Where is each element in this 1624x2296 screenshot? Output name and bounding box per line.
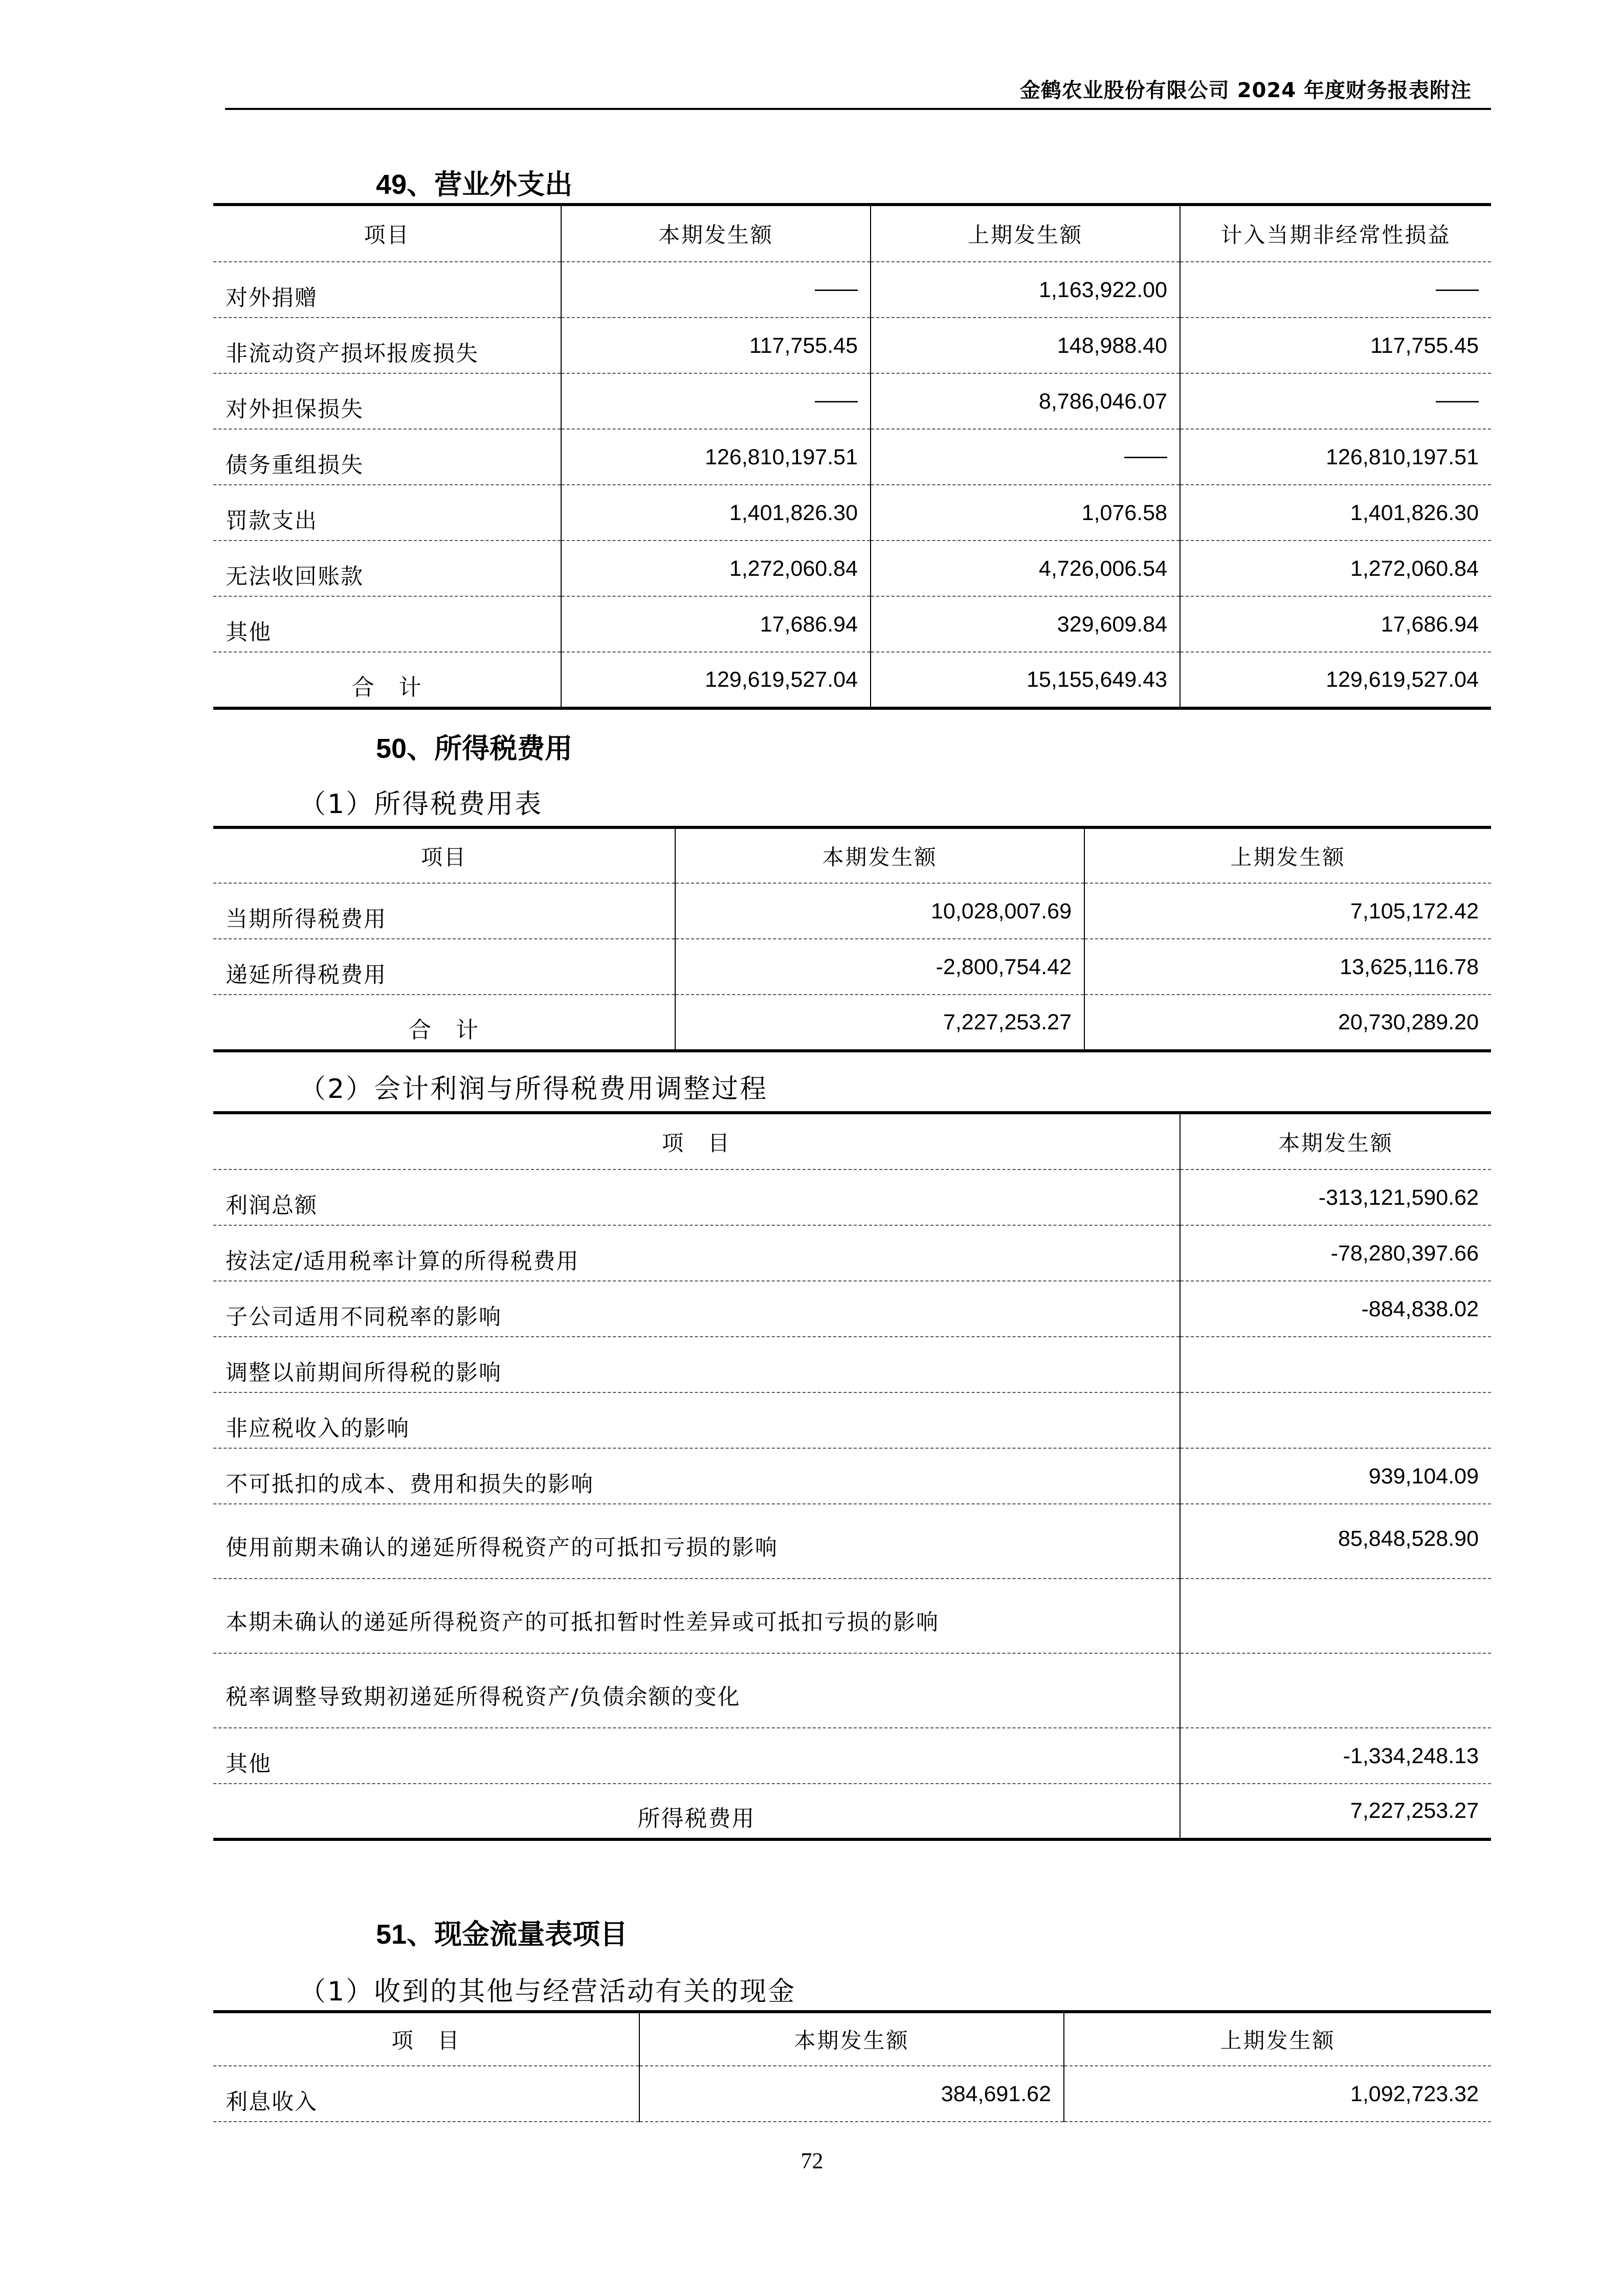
- total-current: 7,227,253.27: [675, 995, 1084, 1051]
- row-label: 税率调整导致期初递延所得税资产/负债余额的变化: [213, 1653, 1180, 1728]
- section-51-title: [376, 1912, 628, 1952]
- cell-current: ——: [561, 373, 871, 429]
- cell-prior: 1,163,922.00: [871, 262, 1180, 318]
- cell-current: 126,810,197.51: [561, 429, 871, 485]
- row-label: 债务重组损失: [213, 429, 561, 485]
- row-label: 调整以前期间所得税的影响: [213, 1337, 1180, 1392]
- col-header-item: 项目: [213, 205, 561, 262]
- col-header-current: 本期发生额: [1180, 1113, 1491, 1169]
- col-header-current: 本期发生额: [639, 2012, 1064, 2066]
- cell-nonrecurring: 117,755.45: [1180, 318, 1491, 373]
- cell-prior: 329,609.84: [871, 596, 1180, 652]
- section-50-text: 、所得税费用: [407, 732, 573, 764]
- cell-current: 939,104.09: [1180, 1448, 1491, 1504]
- table-row: [213, 318, 1491, 373]
- cell-current: ——: [561, 262, 871, 318]
- cash-flow-other-operating-table: [213, 2010, 1491, 2122]
- row-label: 其他: [213, 596, 561, 652]
- cell-nonrecurring: ——: [1180, 373, 1491, 429]
- cell-current: 17,686.94: [561, 596, 871, 652]
- table-row: [213, 1579, 1491, 1653]
- subsection-1-title: （1）所得税费用表: [299, 789, 543, 820]
- row-label: 对外捐赠: [213, 262, 561, 318]
- section-49-title: [376, 163, 572, 202]
- cell-current: 384,691.62: [639, 2066, 1064, 2122]
- cell-prior: 1,092,723.32: [1064, 2066, 1491, 2122]
- cell-prior: 7,105,172.42: [1084, 883, 1491, 939]
- row-label: 使用前期未确认的递延所得税资产的可抵扣亏损的影响: [213, 1504, 1180, 1579]
- cell-nonrecurring: 1,401,826.30: [1180, 485, 1491, 541]
- table-row: [213, 1504, 1491, 1579]
- cell-current: -313,121,590.62: [1180, 1169, 1491, 1225]
- income-tax-expense-table: [213, 826, 1491, 1052]
- col-header-prior: 上期发生额: [871, 205, 1180, 262]
- cell-current: 1,401,826.30: [561, 485, 871, 541]
- cell-current: [1180, 1653, 1491, 1728]
- table-row: [213, 485, 1491, 541]
- row-label: 非应税收入的影响: [213, 1392, 1180, 1448]
- cell-current: [1180, 1579, 1491, 1653]
- row-label: 当期所得税费用: [213, 883, 675, 939]
- section-50-title: [376, 727, 572, 766]
- total-prior: 15,155,649.43: [871, 652, 1180, 708]
- cell-prior: 148,988.40: [871, 318, 1180, 373]
- row-label: 罚款支出: [213, 485, 561, 541]
- total-row: [213, 995, 1491, 1051]
- cell-prior: 8,786,046.07: [871, 373, 1180, 429]
- row-label: 本期未确认的递延所得税资产的可抵扣暂时性差异或可抵扣亏损的影响: [213, 1579, 1180, 1653]
- cell-nonrecurring: 1,272,060.84: [1180, 541, 1491, 596]
- cell-current: -1,334,248.13: [1180, 1728, 1491, 1784]
- cell-current: [1180, 1392, 1491, 1448]
- subsection-51-1-title: （1）收到的其他与经营活动有关的现金: [299, 1976, 796, 2007]
- cell-prior: 1,076.58: [871, 485, 1180, 541]
- total-current: 129,619,527.04: [561, 652, 871, 708]
- cell-current: -78,280,397.66: [1180, 1225, 1491, 1281]
- cell-current: 85,848,528.90: [1180, 1504, 1491, 1579]
- cell-nonrecurring: ——: [1180, 262, 1491, 318]
- table-row: [213, 429, 1491, 485]
- table-header-row: [213, 2012, 1491, 2066]
- col-header-item: 项 目: [213, 1113, 1180, 1169]
- cell-current: -2,800,754.42: [675, 939, 1084, 995]
- non-operating-expense-table: [213, 203, 1491, 710]
- table-row: [213, 1653, 1491, 1728]
- cell-nonrecurring: 17,686.94: [1180, 596, 1491, 652]
- row-label: 利息收入: [213, 2066, 639, 2122]
- cell-prior: ——: [871, 429, 1180, 485]
- page-number: 72: [800, 2148, 824, 2173]
- section-51-text: 、现金流量表项目: [407, 1918, 628, 1950]
- row-label: 按法定/适用税率计算的所得税费用: [213, 1225, 1180, 1281]
- total-row: [213, 1784, 1491, 1839]
- row-label: 递延所得税费用: [213, 939, 675, 995]
- header-rule: [225, 108, 1491, 110]
- cell-current: [1180, 1337, 1491, 1392]
- col-header-prior: 上期发生额: [1064, 2012, 1491, 2066]
- row-label: 其他: [213, 1728, 1180, 1784]
- section-49-text: 、营业外支出: [407, 168, 573, 200]
- col-header-current: 本期发生额: [675, 827, 1084, 883]
- col-header-item: 项 目: [213, 2012, 639, 2066]
- cell-current: -884,838.02: [1180, 1281, 1491, 1337]
- cell-prior: 13,625,116.78: [1084, 939, 1491, 995]
- row-label: 对外担保损失: [213, 373, 561, 429]
- table-row: [213, 373, 1491, 429]
- col-header-current: 本期发生额: [561, 205, 871, 262]
- row-label: 子公司适用不同税率的影响: [213, 1281, 1180, 1337]
- table-row: [213, 1169, 1491, 1225]
- section-49-number: 49: [376, 169, 407, 200]
- row-label: 利润总额: [213, 1169, 1180, 1225]
- total-label: 合 计: [213, 995, 675, 1051]
- table-row: [213, 1225, 1491, 1281]
- table-row: [213, 939, 1491, 995]
- row-label: 非流动资产损坏报废损失: [213, 318, 561, 373]
- subsection-2-title: （2）会计利润与所得税费用调整过程: [299, 1074, 768, 1105]
- total-nonrecurring: 129,619,527.04: [1180, 652, 1491, 708]
- table-row: [213, 596, 1491, 652]
- tax-reconciliation-table: [213, 1111, 1491, 1841]
- col-header-item: 项目: [213, 827, 675, 883]
- cell-current: 10,028,007.69: [675, 883, 1084, 939]
- table-row: [213, 1448, 1491, 1504]
- total-label: 合 计: [213, 652, 561, 708]
- table-header-row: [213, 1113, 1491, 1169]
- section-50-number: 50: [376, 733, 407, 764]
- total-current: 7,227,253.27: [1180, 1784, 1491, 1839]
- col-header-prior: 上期发生额: [1084, 827, 1491, 883]
- table-row: [213, 2066, 1491, 2122]
- page-header: 金鹤农业股份有限公司 2024 年度财务报表附注: [1019, 79, 1472, 102]
- row-label: 无法收回账款: [213, 541, 561, 596]
- cell-current: 1,272,060.84: [561, 541, 871, 596]
- table-row: [213, 262, 1491, 318]
- total-prior: 20,730,289.20: [1084, 995, 1491, 1051]
- table-row: [213, 883, 1491, 939]
- col-header-nonrecurring: 计入当期非经常性损益: [1180, 205, 1491, 262]
- cell-prior: 4,726,006.54: [871, 541, 1180, 596]
- table-header-row: [213, 205, 1491, 262]
- cell-nonrecurring: 126,810,197.51: [1180, 429, 1491, 485]
- total-label: 所得税费用: [213, 1784, 1180, 1839]
- table-row: [213, 1392, 1491, 1448]
- table-row: [213, 1728, 1491, 1784]
- section-51-number: 51: [376, 1919, 407, 1950]
- row-label: 不可抵扣的成本、费用和损失的影响: [213, 1448, 1180, 1504]
- total-row: [213, 652, 1491, 708]
- table-header-row: [213, 827, 1491, 883]
- cell-current: 117,755.45: [561, 318, 871, 373]
- table-row: [213, 1337, 1491, 1392]
- table-row: [213, 1281, 1491, 1337]
- table-row: [213, 541, 1491, 596]
